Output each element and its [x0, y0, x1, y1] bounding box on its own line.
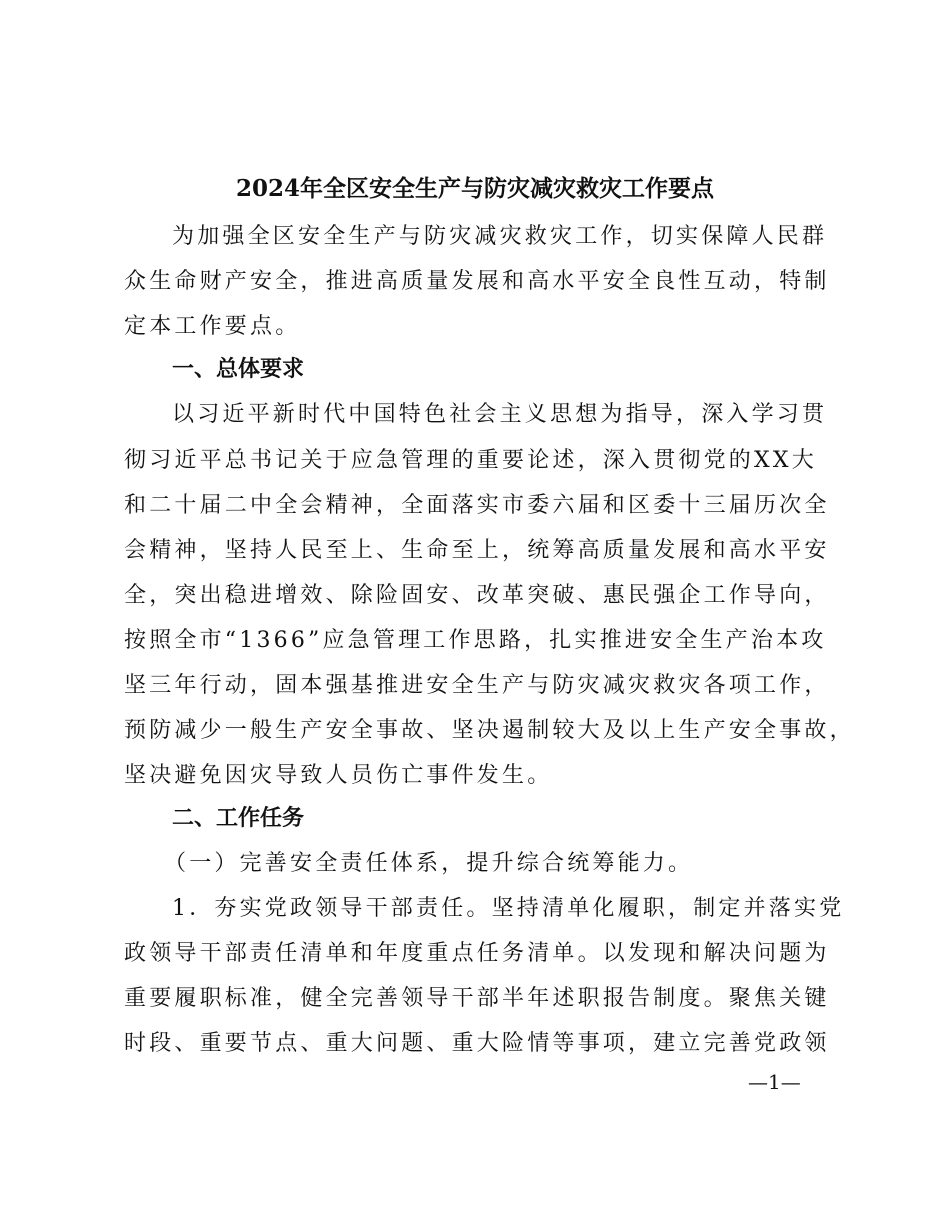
paragraph-line: 1．夯实党政领导干部责任。坚持清单化履职，制定并落实党 [172, 896, 845, 921]
paragraph-line: 坚决避免因灾导致人员伤亡事件发生。 [124, 763, 553, 788]
paragraph-line: 和二十届二中全会精神，全面落实市委六届和区委十三届历次全 [124, 493, 830, 518]
section-heading: 二、工作任务 [172, 806, 305, 831]
paragraph-line: 以习近平新时代中国特色社会主义思想为指导，深入学习贯 [172, 402, 828, 427]
paragraph-line: 会精神，坚持人民至上、生命至上，统筹高质量发展和高水平安 [124, 538, 830, 563]
paragraph-line: 坚三年行动，固本强基推进安全生产与防灾减灾救灾各项工作， [124, 673, 830, 698]
paragraph-line: 彻习近平总书记关于应急管理的重要论述，深入贯彻党的XX大 [124, 448, 817, 473]
paragraph-line: 预防减少一般生产安全事故、坚决遏制较大及以上生产安全事故， [124, 718, 855, 743]
paragraph-line: 重要履职标准，健全完善领导干部半年述职报告制度。聚焦关键 [124, 986, 830, 1011]
subsection-heading: （一）完善安全责任体系，提升综合统筹能力。 [164, 851, 694, 876]
section-heading: 一、总体要求 [172, 357, 305, 382]
paragraph-line: 定本工作要点。 [124, 314, 301, 339]
paragraph-line: 时段、重要节点、重大问题、重大险情等事项，建立完善党政领 [124, 1031, 830, 1056]
paragraph-line: 按照全市“1366”应急管理工作思路，扎实推进安全生产治本攻 [124, 628, 827, 653]
paragraph-line: 为加强全区安全生产与防灾减灾救灾工作，切实保障人民群 [172, 224, 828, 249]
paragraph-line: 政领导干部责任清单和年度重点任务清单。以发现和解决问题为 [124, 941, 830, 966]
paragraph-line: 众生命财产安全，推进高质量发展和高水平安全良性互动，特制 [124, 269, 830, 294]
document-title: 2024年全区安全生产与防灾减灾救灾工作要点 [235, 175, 714, 202]
page-number: —1— [748, 1070, 801, 1094]
paragraph-line: 全，突出稳进增效、除险固安、改革突破、惠民强企工作导向， [124, 583, 830, 608]
